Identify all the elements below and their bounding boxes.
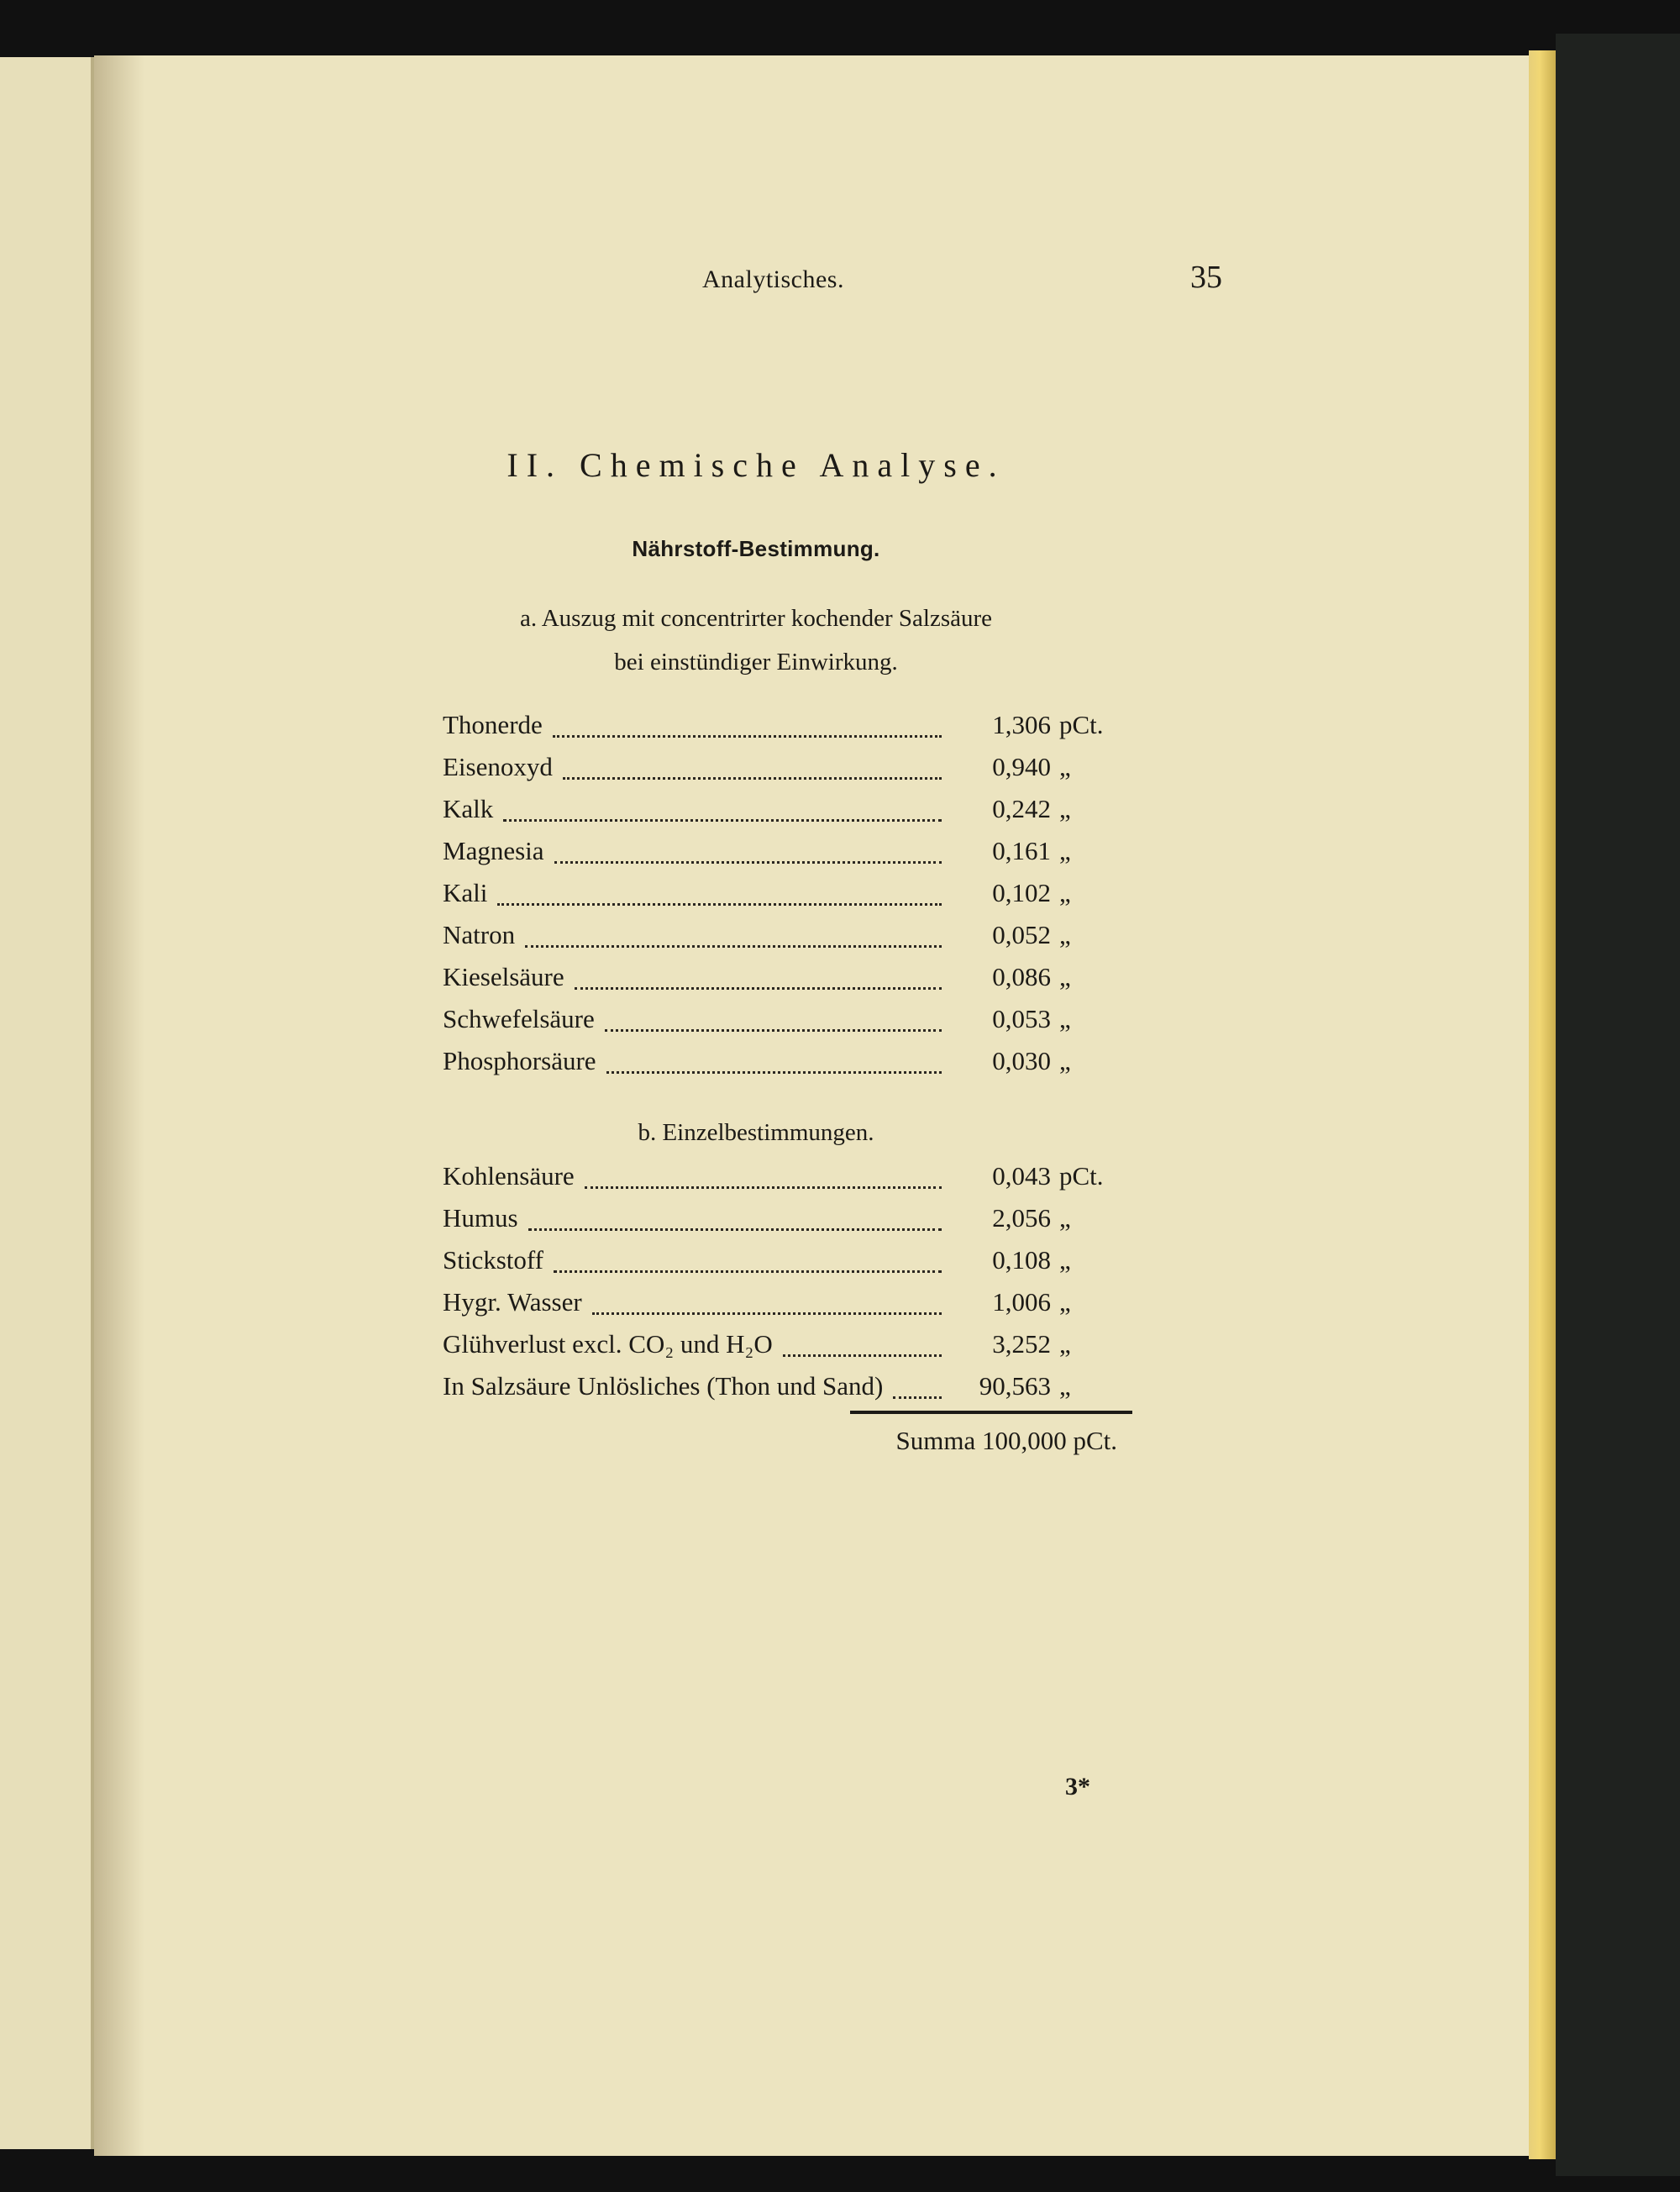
dot-leader — [783, 1321, 942, 1357]
row-label: Humus — [443, 1203, 518, 1233]
row-label: Magnesia — [443, 836, 544, 865]
row-label: Kohlensäure — [443, 1161, 575, 1191]
row-unit: „ — [1059, 1046, 1071, 1075]
row-unit: „ — [1059, 920, 1071, 949]
dot-leader — [606, 1038, 942, 1074]
part-a-heading-line1: a. Auszug mit concentrirter kochender Salzsäure — [519, 605, 993, 632]
dot-leader — [605, 996, 942, 1032]
row-unit: „ — [1059, 962, 1071, 991]
row-label: Thonerde — [443, 710, 543, 739]
dot-leader — [554, 828, 942, 864]
row-value: 0,086 — [992, 962, 1051, 991]
table-row — [443, 1161, 1131, 1198]
row-value: 0,108 — [992, 1245, 1051, 1275]
row-label: Phosphorsäure — [443, 1046, 596, 1075]
row-value: 1,306 — [992, 710, 1051, 739]
row-value: 0,102 — [992, 878, 1051, 907]
table-row — [443, 1287, 1131, 1324]
row-value: 0,161 — [992, 836, 1051, 865]
row-unit: „ — [1059, 1203, 1071, 1233]
row-label: Kieselsäure — [443, 962, 564, 991]
page — [94, 55, 1529, 2156]
dot-leader — [497, 870, 942, 906]
table-row — [443, 962, 1131, 999]
part-b-heading: b. Einzelbestimmungen. — [638, 1119, 874, 1146]
dot-leader — [503, 786, 942, 822]
table-row — [443, 752, 1131, 789]
row-value: 3,252 — [992, 1329, 1051, 1359]
book-cover — [1556, 34, 1680, 2176]
sum-rule — [850, 1411, 1132, 1414]
table-row — [443, 1245, 1131, 1282]
dot-leader — [554, 1237, 942, 1273]
left-page-edge — [0, 57, 96, 2149]
row-label: Eisenoxyd — [443, 752, 553, 781]
table-row — [443, 1203, 1131, 1240]
row-label: Kali — [443, 878, 488, 907]
dot-leader — [553, 702, 942, 738]
table-row — [443, 1004, 1131, 1041]
dot-leader — [575, 954, 942, 990]
row-label: Hygr. Wasser — [443, 1287, 582, 1317]
row-value: 0,053 — [992, 1004, 1051, 1033]
table-row — [443, 1329, 1131, 1366]
signature-mark: 3* — [1065, 1773, 1090, 1800]
row-unit: „ — [1059, 794, 1071, 823]
row-label: In Salzsäure Unlösliches (Thon und Sand) — [443, 1371, 884, 1401]
running-head: Analytisches. — [702, 265, 844, 293]
row-value: 0,052 — [992, 920, 1051, 949]
row-value: 0,043 — [992, 1161, 1051, 1191]
row-unit: „ — [1059, 878, 1071, 907]
row-unit: „ — [1059, 1287, 1071, 1317]
section-title: II. Chemische Analyse. — [507, 446, 1005, 484]
sum-total: Summa 100,000 pCt. — [895, 1426, 1117, 1455]
row-label: Glühverlust excl. CO₂ und H₂O — [443, 1329, 773, 1359]
table-row — [443, 836, 1131, 873]
dot-leader — [592, 1279, 942, 1315]
table-row — [443, 920, 1131, 957]
table-row — [443, 1371, 1131, 1408]
row-value: 90,563 — [979, 1371, 1051, 1401]
row-value: 2,056 — [992, 1203, 1051, 1233]
page-number: 35 — [1190, 260, 1222, 295]
table-row — [443, 1046, 1131, 1083]
row-value: 1,006 — [992, 1287, 1051, 1317]
dot-leader — [893, 1363, 942, 1399]
part-a-heading-line2: bei einstündiger Einwirkung. — [614, 649, 898, 675]
row-unit: „ — [1059, 1329, 1071, 1359]
subtitle: Nährstoff-Bestimmung. — [632, 536, 880, 561]
row-unit: „ — [1059, 1371, 1071, 1401]
gutter-shadow — [94, 55, 144, 2156]
row-label: Schwefelsäure — [443, 1004, 595, 1033]
row-unit: „ — [1059, 752, 1071, 781]
row-unit: pCt. — [1059, 710, 1104, 739]
table-row — [443, 794, 1131, 831]
row-label: Kalk — [443, 794, 494, 823]
row-unit: pCt. — [1059, 1161, 1104, 1191]
table-row — [443, 878, 1131, 915]
gilt-page-edges — [1529, 50, 1556, 2159]
table-row — [443, 710, 1131, 747]
row-value: 0,030 — [992, 1046, 1051, 1075]
dot-leader — [585, 1153, 942, 1189]
dot-leader — [528, 1195, 942, 1231]
dot-leader — [563, 744, 942, 780]
row-label: Natron — [443, 920, 516, 949]
row-unit: „ — [1059, 836, 1071, 865]
row-value: 0,242 — [992, 794, 1051, 823]
dot-leader — [525, 912, 942, 948]
row-unit: „ — [1059, 1004, 1071, 1033]
row-value: 0,940 — [992, 752, 1051, 781]
row-unit: „ — [1059, 1245, 1071, 1275]
row-label: Stickstoff — [443, 1245, 543, 1275]
